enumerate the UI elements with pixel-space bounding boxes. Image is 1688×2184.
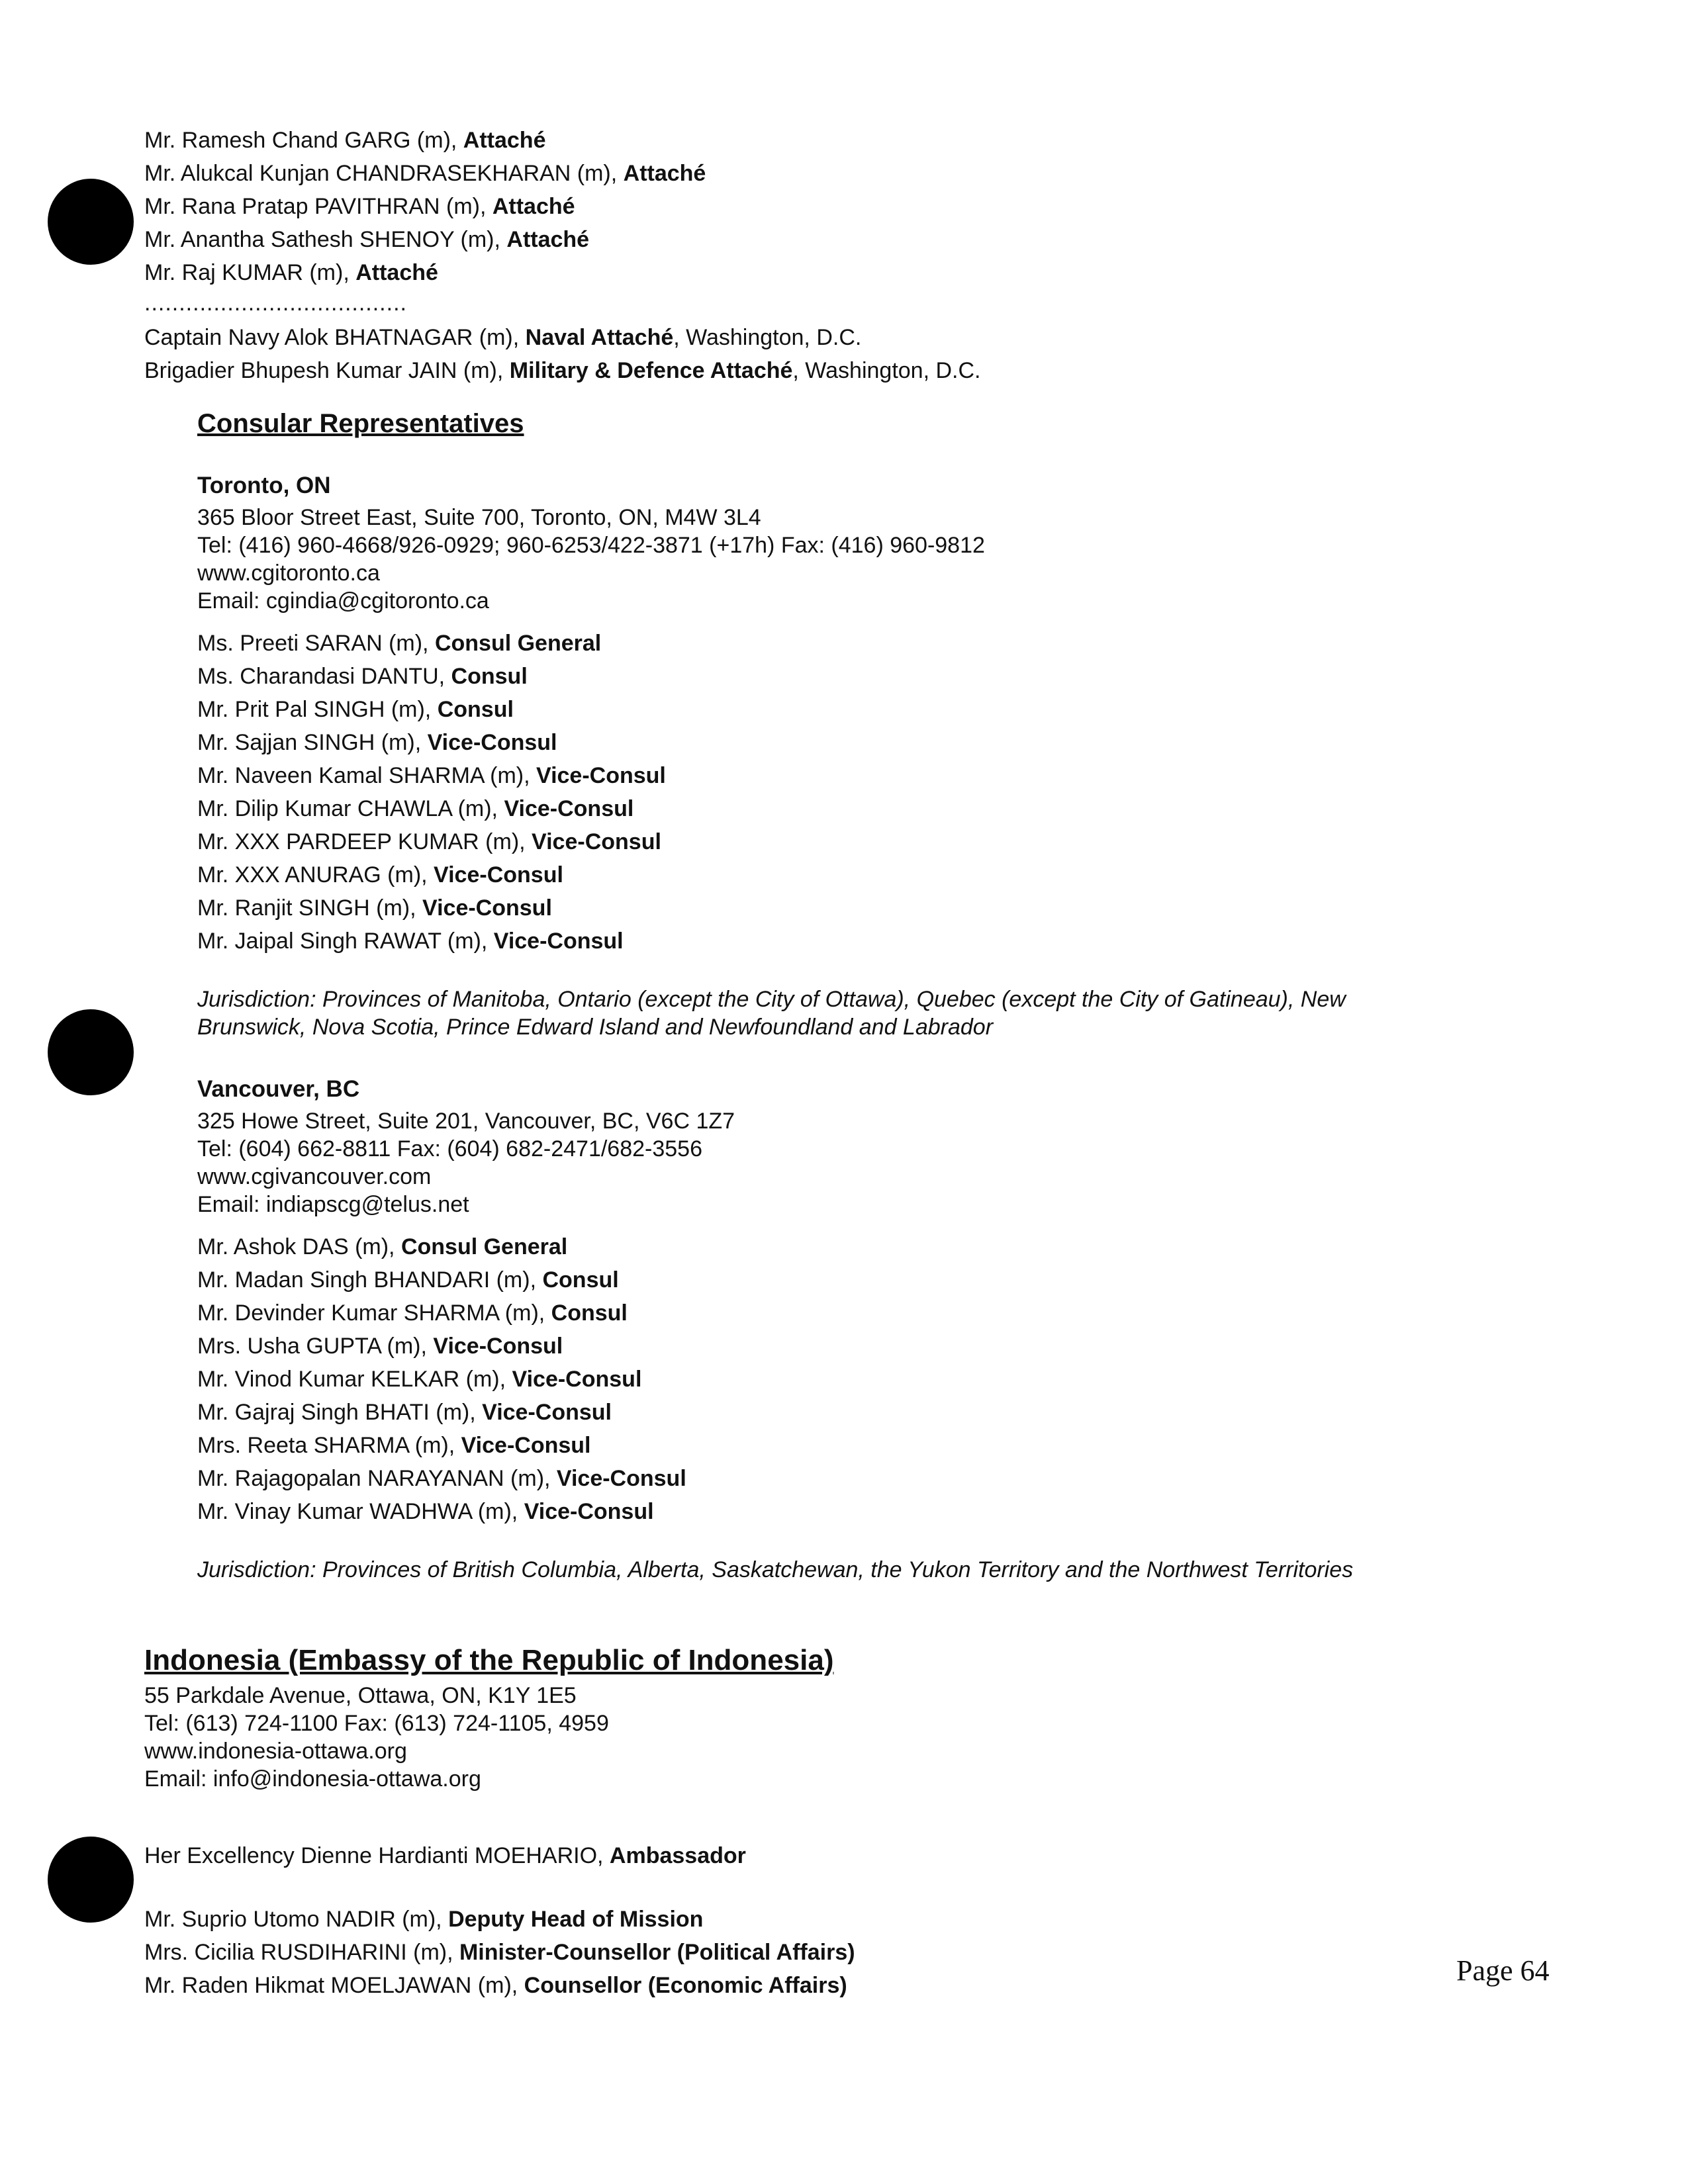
toronto-staff-line: Mr. Dilip Kumar CHAWLA (m), Vice-Consul [197, 796, 634, 821]
vancouver-tel: Tel: (604) 662-8811 Fax: (604) 682-2471/682-3556 [197, 1136, 702, 1161]
punch-hole-bottom [48, 1837, 134, 1923]
indonesia-staff-line: Mr. Raden Hikmat MOELJAWAN (m), Counsellor (Economic Affairs) [144, 1973, 847, 1998]
toronto-address: 365 Bloor Street East, Suite 700, Toronto, ON, M4W 3L4 [197, 505, 761, 530]
toronto-email: Email: cgindia@cgitoronto.ca [197, 588, 489, 614]
indonesia-tel: Tel: (613) 724-1100 Fax: (613) 724-1105, 4959 [144, 1711, 609, 1736]
vancouver-staff-line: Mrs. Reeta SHARMA (m), Vice-Consul [197, 1433, 591, 1458]
dotted-separator: ...................................... [144, 291, 407, 316]
vancouver-staff-line: Mr. Devinder Kumar SHARMA (m), Consul [197, 1300, 628, 1326]
toronto-staff-line: Mr. Jaipal Singh RAWAT (m), Vice-Consul [197, 929, 624, 954]
toronto-staff-line: Mr. XXX PARDEEP KUMAR (m), Vice-Consul [197, 829, 661, 854]
vancouver-web: www.cgivancouver.com [197, 1164, 432, 1189]
staff-line: Mr. Ramesh Chand GARG (m), Attaché [144, 128, 546, 153]
consular-heading: Consular Representatives [197, 409, 524, 438]
vancouver-staff-line: Mr. Rajagopalan NARAYANAN (m), Vice-Consul [197, 1466, 686, 1491]
staff-line: Mr. Alukcal Kunjan CHANDRASEKHARAN (m), Attaché [144, 161, 706, 186]
staff-line: Mr. Rana Pratap PAVITHRAN (m), Attaché [144, 194, 575, 219]
indonesia-staff-line: Mr. Suprio Utomo NADIR (m), Deputy Head of Mission [144, 1907, 704, 1932]
punch-hole-middle [48, 1009, 134, 1095]
staff-line: Brigadier Bhupesh Kumar JAIN (m), Military & Defence Attaché, Washington, D.C. [144, 358, 981, 383]
staff-line: Mr. Anantha Sathesh SHENOY (m), Attaché [144, 227, 590, 252]
indonesia-heading: Indonesia (Embassy of the Republic of Indonesia) [144, 1644, 834, 1676]
vancouver-staff-line: Mr. Gajraj Singh BHATI (m), Vice-Consul [197, 1400, 612, 1425]
toronto-staff-line: Mr. Prit Pal SINGH (m), Consul [197, 697, 514, 722]
toronto-city: Toronto, ON [197, 473, 331, 498]
vancouver-staff-line: Mr. Madan Singh BHANDARI (m), Consul [197, 1267, 619, 1293]
indonesia-web: www.indonesia-ottawa.org [144, 1739, 407, 1764]
indonesia-ambassador: Her Excellency Dienne Hardianti MOEHARIO, Ambassador [144, 1843, 746, 1868]
vancouver-staff-line: Mrs. Usha GUPTA (m), Vice-Consul [197, 1334, 563, 1359]
toronto-staff-line: Ms. Preeti SARAN (m), Consul General [197, 631, 602, 656]
toronto-jurisdiction-cont: Brunswick, Nova Scotia, Prince Edward Island and Newfoundland and Labrador [197, 1015, 994, 1040]
toronto-jurisdiction: Jurisdiction: Provinces of Manitoba, Ontario (except the City of Ottawa), Quebec (except the City of Gatineau), New [197, 987, 1346, 1012]
vancouver-staff-line: Mr. Ashok DAS (m), Consul General [197, 1234, 568, 1259]
staff-line: Mr. Raj KUMAR (m), Attaché [144, 260, 438, 285]
vancouver-staff-line: Mr. Vinod Kumar KELKAR (m), Vice-Consul [197, 1367, 642, 1392]
vancouver-city: Vancouver, BC [197, 1076, 360, 1102]
punch-hole-top [48, 179, 134, 265]
toronto-staff-line: Mr. Sajjan SINGH (m), Vice-Consul [197, 730, 557, 755]
vancouver-address: 325 Howe Street, Suite 201, Vancouver, BC, V6C 1Z7 [197, 1109, 735, 1134]
vancouver-jurisdiction: Jurisdiction: Provinces of British Columbia, Alberta, Saskatchewan, the Yukon Territory and the Northwest Territories [197, 1557, 1354, 1582]
toronto-staff-line: Ms. Charandasi DANTU, Consul [197, 664, 528, 689]
staff-line: Captain Navy Alok BHATNAGAR (m), Naval Attaché, Washington, D.C. [144, 325, 862, 350]
toronto-web: www.cgitoronto.ca [197, 561, 380, 586]
indonesia-staff-line: Mrs. Cicilia RUSDIHARINI (m), Minister-Counsellor (Political Affairs) [144, 1940, 855, 1965]
indonesia-email: Email: info@indonesia-ottawa.org [144, 1766, 481, 1792]
toronto-staff-line: Mr. Ranjit SINGH (m), Vice-Consul [197, 895, 552, 921]
toronto-staff-line: Mr. Naveen Kamal SHARMA (m), Vice-Consul [197, 763, 666, 788]
vancouver-staff-line: Mr. Vinay Kumar WADHWA (m), Vice-Consul [197, 1499, 654, 1524]
page-number: Page 64 [1456, 1954, 1550, 1987]
indonesia-address: 55 Parkdale Avenue, Ottawa, ON, K1Y 1E5 [144, 1683, 577, 1708]
vancouver-email: Email: indiapscg@telus.net [197, 1192, 469, 1217]
toronto-staff-line: Mr. XXX ANURAG (m), Vice-Consul [197, 862, 563, 887]
toronto-tel: Tel: (416) 960-4668/926-0929; 960-6253/422-3871 (+17h) Fax: (416) 960-9812 [197, 533, 985, 558]
